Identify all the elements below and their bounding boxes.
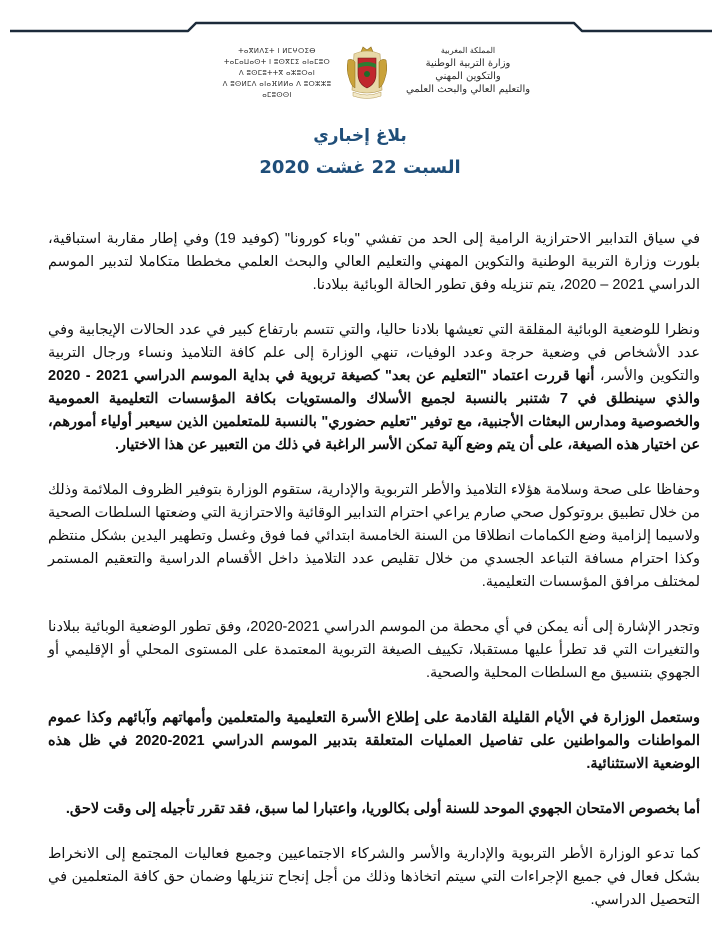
ministry-line: والتكوين المهني [435,71,501,82]
paragraph-call-to-action: كما تدعو الوزارة الأطر التربوية والإدارية والأسر والشركاء الاجتماعيين وجميع فعاليات المجتمع إلى الانخراط بشكل فعال في جميع الإجراءات التي سيتم اتخاذها وذلك من أجل إنجاح تنزيلها وضمان حق كافة المتعلمين في التحصيل الدراسي. [48,846,700,908]
morocco-coat-of-arms-icon [345,44,389,100]
letterhead [0,40,720,120]
paragraph-bold-part: أنها قررت اعتماد "التعليم عن بعد" كصيغة تربوية في بداية الموسم الدراسي 2021 - 2020 والذي سينطلق في 7 شتنبر بالنسبة لجميع الأسلاك والمستويات بكافة المؤسسات التعليمية العمومية والخصوصية ومدارس البعثات الأجنبية، مع توفير "تعليم حضوري" بالنسبة للمتعلمين الذين سيعبر أولياء أمورهم، عن اختيار هذه الصيغة، على أن يتم وضع آلية تمكن الأسر الراغبة في ذلك من التعبير عن هذا الاختيار. [48,368,700,453]
document-date: السبت 22 غشت 2020 [259,157,461,178]
ministry-name-arabic [398,44,538,96]
ministry-name-tifinagh [212,46,342,101]
tifinagh-line: ⵜⴰⵎⴰⵡⴰⵙⵜ ⵏ ⵓⵙⴳⵎⵉ ⴰⵏⴰⵎⵓⵔ [223,58,331,66]
tifinagh-line: ⴷ ⵓⵙⵎⵓⵜⵜⴳ ⴰⵣⵓⵔⴰⵏ [238,69,316,77]
header-top-rule [0,0,720,40]
paragraph-exam-postponed: أما بخصوص الامتحان الجهوي الموحد للسنة أولى بكالوريا، واعتبارا لما سبق، فقد تقرر تأجيله إلى وقت لاحق. [65,801,700,817]
document-title: بلاغ إخباري [313,126,407,146]
paragraph-normal-part: ونظرا للوضعية الوبائية المقلقة التي تعيشها بلادنا حاليا، والتي تتسم بارتفاع كبير في عدد الحالات الإيجابية وفي عدد الأشخاص في وضعية حرجة وعدد الوفيات، تنهي الوزارة إلى علم كافة التلاميذ ونساء ورجال التربية والتكوين والأسر، [48,322,700,384]
paragraph-remote-learning-decision [48,319,700,457]
ministry-line: وزارة التربية الوطنية [425,58,511,69]
ministry-line: والتعليم العالي والبحث العلمي [405,84,531,95]
kingdom-name: المملكة المغربية [440,46,496,55]
paragraph-adaptation: وتجدر الإشارة إلى أنه يمكن في أي محطة من الموسم الدراسي 2021-2020، وفق تطور الوضعية الوبائية ببلادنا والتغيرات التي قد تطرأ عليها مستقبلا، تكييف الصيغة التربوية المعتمدة على المستوى المحلي أو الإقليمي أو الجهوي بتنسيق مع السلطات المحلية والصحية. [48,619,701,681]
paragraph-health-protocol: وحفاظا على صحة وسلامة هؤلاء التلاميذ والأطر التربوية والإدارية، ستقوم الوزارة بتوفير الظروف الملائمة وذلك من خلال تطبيق بروتوكول صحي صارم يراعي احترام التدابير الوقائية والاحترازية التي وضعتها السلطات الصحية ولاسيما إلزامية وضع الكمامات انطلاقا من السنة الخامسة ابتدائي فما فوق وغسل وتطهير اليدين بشكل منتظم وكذا احترام مسافة التباعد الجسدي من خلال تقليص عدد التلاميذ داخل الأقسام الدراسية والتعقيم المستمر لمختلف مرافق المؤسسات التعليمية. [48,482,700,590]
document-body [48,228,700,934]
tifinagh-line: ⴷ ⵓⵙⵍⵎⴷ ⴰⵏⴰⴼⵍⵍⴰ ⴷ ⵓⵔⵣⵣⵓ ⴰⵎⵓⵙⵙⵏ [222,80,332,99]
paragraph-information: وستعمل الوزارة في الأيام القليلة القادمة على إطلاع الأسرة التعليمية والمتعلمين وأمهاتهم وآبائهم وكذا عموم المواطنات والمواطنين على تفاصيل العمليات المتعلقة بتدبير الموسم الدراسي 2021-2020 في ظل هذه الوضعية الاستثنائية. [48,710,700,772]
document-heading [0,122,720,184]
tifinagh-line: ⵜⴰⴳⵍⴷⵉⵜ ⵏ ⵍⵎⵖⵔⵉⴱ [238,47,316,55]
paragraph-intro: في سياق التدابير الاحترازية الرامية إلى الحد من تفشي "وباء كورونا" (كوفيد 19) وفي إطار مقاربة استباقية، بلورت وزارة التربية الوطنية والتكوين المهني والتعليم العالي والبحث العلمي مخططا متكاملا لتدبير الموسم الدراسي 2021 – 2020، يتم تنزيله وفق تطور الحالة الوبائية ببلادنا. [48,231,700,293]
